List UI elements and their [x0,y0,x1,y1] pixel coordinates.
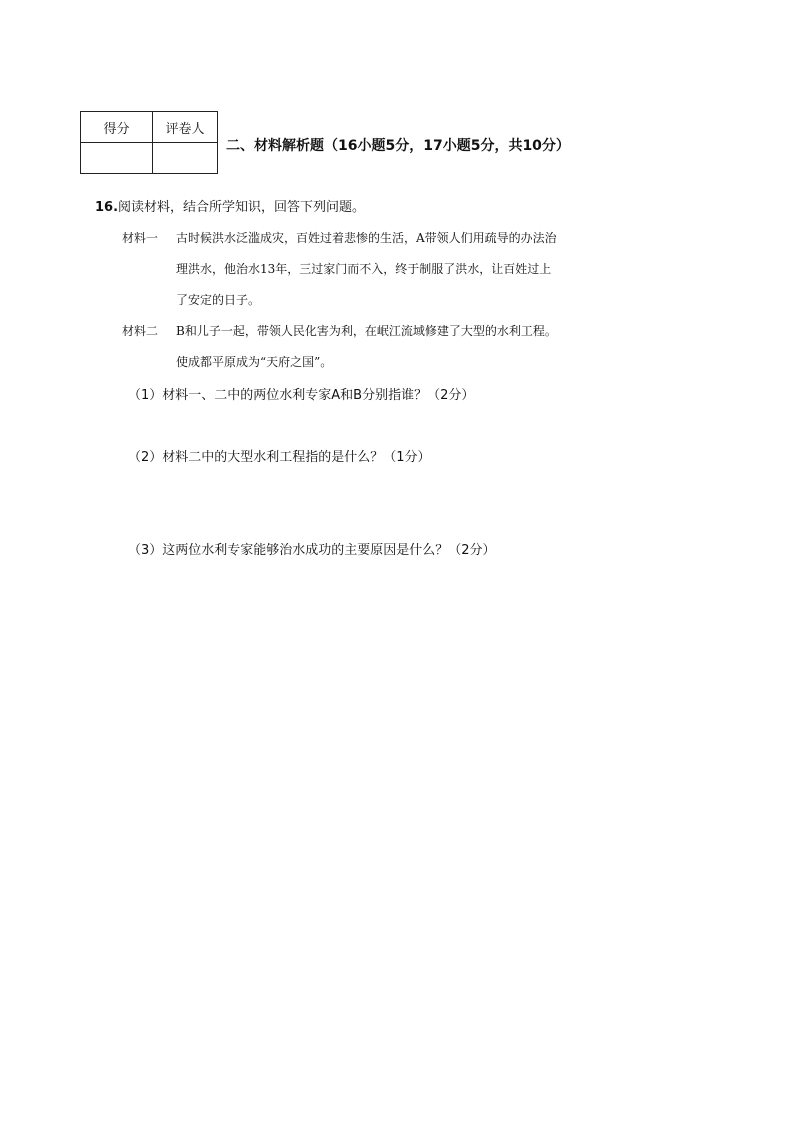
grader-entry-cell[interactable] [153,143,218,174]
score-header: 得分 [81,112,153,143]
section-title: 二、材料解析题（16小题5分，17小题5分，共10分） [226,138,570,154]
sub-question-1: （1）材料一、二中的两位水利专家A和B分别指谁？（2分） [128,388,475,403]
material-1-line-1: 古时候洪水泛滥成灾，百姓过着悲惨的生活，A带领人们用疏导的办法治 [176,231,557,245]
score-entry-cell[interactable] [81,143,153,174]
score-table [80,111,218,174]
material-2-label: 材料二 [122,324,159,338]
question-stem-text: 阅读材料，结合所学知识，回答下列问题。 [118,200,366,215]
grader-header: 评卷人 [153,112,218,143]
question-16-stem [95,196,365,215]
material-1-line-3: 了安定的日子。 [176,293,261,307]
material-2-line-1: B和儿子一起，带领人民化害为利，在岷江流域修建了大型的水利工程。 [176,324,557,338]
score-table-header-row [81,112,218,143]
sub-question-3: （3）这两位水利专家能够治水成功的主要原因是什么？（2分） [128,543,496,558]
material-2-line-2: 使成都平原成为“天府之国”。 [176,355,333,369]
material-1-line-2: 理洪水，他治水13年，三过家门而不入，终于制服了洪水，让百姓过上 [176,262,552,276]
sub-question-2: （2）材料二中的大型水利工程指的是什么？（1分） [128,450,431,465]
question-number: 16. [95,200,119,215]
material-1-label: 材料一 [122,231,159,245]
score-table-entry-row [81,143,218,174]
